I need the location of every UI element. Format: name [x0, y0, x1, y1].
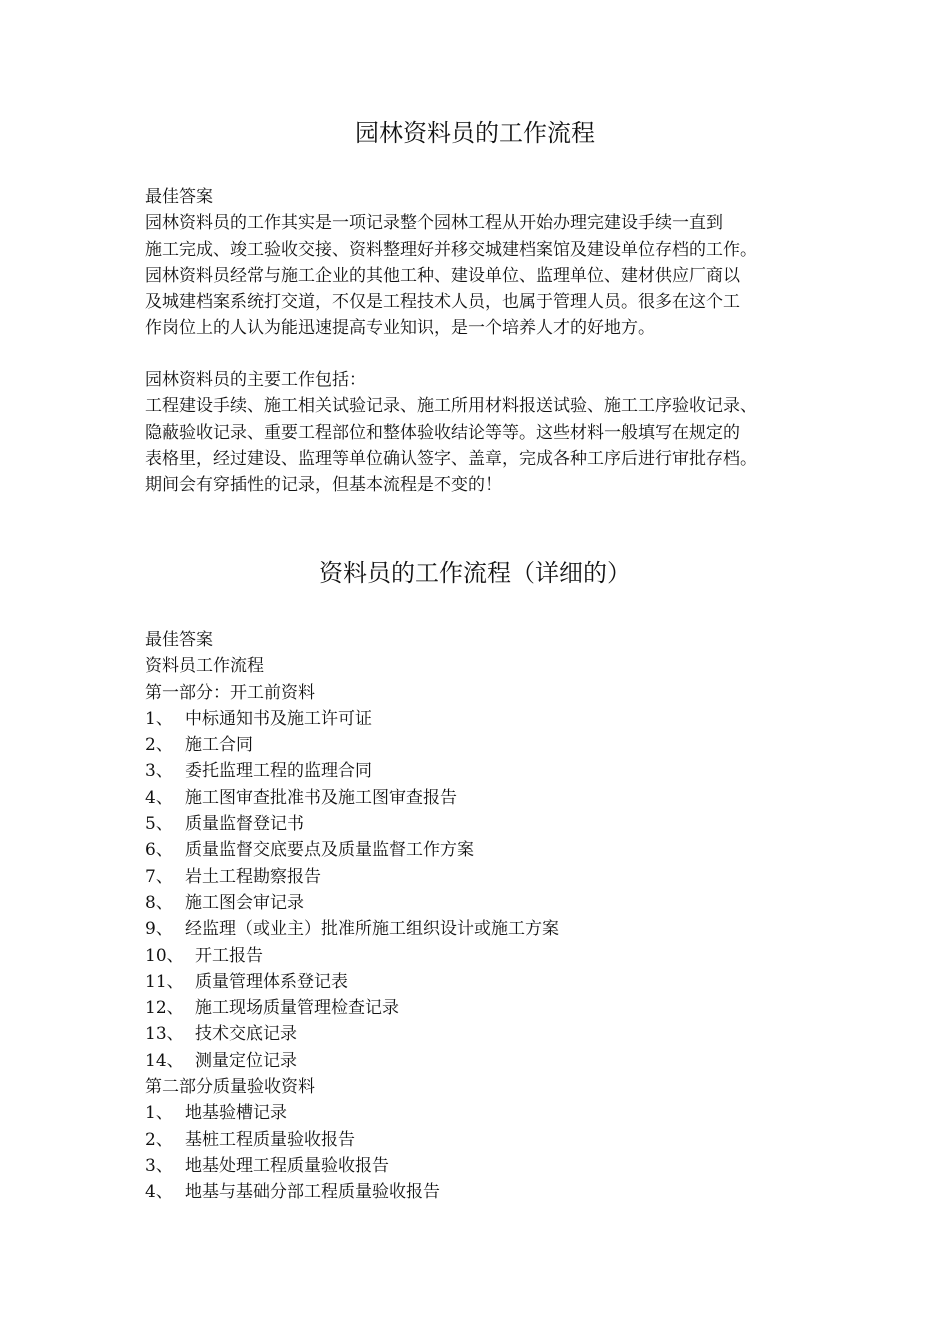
paragraph-line: 园林资料员经常与施工企业的其他工种、建设单位、监理单位、建材供应厂商以	[145, 265, 740, 286]
list-item	[145, 890, 845, 916]
item-number: 6、	[145, 840, 173, 861]
list-item	[145, 943, 845, 969]
item-number: 9、	[145, 919, 173, 940]
item-text: 开工报告	[195, 945, 263, 966]
section-title: 资料员的工作流程（详细的）	[319, 559, 631, 587]
item-text: 经监理（或业主）批准所施工组织设计或施工方案	[185, 919, 559, 940]
item-text: 技术交底记录	[195, 1024, 297, 1045]
item-text: 施工现场质量管理检查记录	[195, 998, 399, 1019]
list-item	[145, 969, 845, 995]
intro-section	[145, 184, 845, 342]
item-text: 地基与基础分部工程质量验收报告	[185, 1182, 440, 1203]
item-text: 质量管理体系登记表	[195, 971, 348, 992]
paragraph-line: 园林资料员的工作其实是一项记录整个园林工程从开始办理完建设手续一直到	[145, 213, 723, 234]
list-item	[145, 1048, 845, 1074]
list-item	[145, 758, 845, 784]
list-item	[145, 837, 845, 863]
list-item	[145, 916, 845, 942]
item-number: 2、	[145, 1129, 173, 1150]
paragraph-line: 及城建档案系统打交道，不仅是工程技术人员，也属于管理人员。很多在这个工	[145, 292, 740, 313]
paragraph-line: 工程建设手续、施工相关试验记录、施工所用材料报送试验、施工工序验收记录、	[145, 396, 757, 417]
workflow-section	[145, 627, 845, 1206]
item-text: 施工图审查批准书及施工图审查报告	[185, 787, 457, 808]
list-item	[145, 995, 845, 1021]
item-number: 12、	[145, 998, 184, 1019]
part1-heading: 第一部分：开工前资料	[145, 682, 315, 703]
part2-heading: 第二部分质量验收资料	[145, 1077, 315, 1098]
workflow-subtitle: 资料员工作流程	[145, 656, 264, 677]
item-number: 5、	[145, 814, 173, 835]
main-work-section	[145, 367, 845, 498]
item-number: 1、	[145, 1103, 173, 1124]
item-number: 3、	[145, 1155, 173, 1176]
item-text: 地基验槽记录	[185, 1103, 287, 1124]
paragraph-line: 期间会有穿插性的记录，但基本流程是不变的！	[145, 475, 502, 496]
item-text: 中标通知书及施工许可证	[185, 708, 372, 729]
list-item	[145, 1100, 845, 1126]
item-number: 4、	[145, 1182, 173, 1203]
paragraph-line: 隐蔽验收记录、重要工程部位和整体验收结论等等。这些材料一般填写在规定的	[145, 422, 740, 443]
item-text: 施工合同	[185, 735, 253, 756]
item-text: 地基处理工程质量验收报告	[185, 1155, 389, 1176]
section-label: 园林资料员的主要工作包括：	[145, 370, 366, 390]
item-number: 10、	[145, 945, 184, 966]
item-text: 质量监督登记书	[185, 814, 304, 835]
list-item	[145, 785, 845, 811]
item-number: 8、	[145, 892, 173, 913]
list-item	[145, 811, 845, 837]
item-number: 3、	[145, 761, 173, 782]
item-text: 质量监督交底要点及质量监督工作方案	[185, 840, 474, 861]
item-number: 2、	[145, 735, 173, 756]
item-number: 1、	[145, 708, 173, 729]
item-number: 7、	[145, 866, 173, 887]
list-item	[145, 864, 845, 890]
item-text: 基桩工程质量验收报告	[185, 1129, 355, 1150]
list-item	[145, 1021, 845, 1047]
item-text: 测量定位记录	[195, 1050, 297, 1071]
list-item	[145, 706, 845, 732]
document-title: 园林资料员的工作流程	[355, 119, 595, 147]
item-number: 14、	[145, 1050, 184, 1071]
item-text: 岩土工程勘察报告	[185, 866, 321, 887]
item-number: 13、	[145, 1024, 184, 1045]
section-label: 最佳答案	[145, 630, 213, 650]
paragraph-line: 表格里，经过建设、监理等单位确认签字、盖章，完成各种工序后进行审批存档。	[145, 448, 757, 469]
item-number: 4、	[145, 787, 173, 808]
paragraph-line: 施工完成、竣工验收交接、资料整理好并移交城建档案馆及建设单位存档的工作。	[145, 239, 757, 260]
list-item	[145, 732, 845, 758]
paragraph-line: 作岗位上的人认为能迅速提高专业知识，是一个培养人才的好地方。	[145, 318, 655, 339]
item-text: 施工图会审记录	[185, 892, 304, 913]
item-text: 委托监理工程的监理合同	[185, 761, 372, 782]
section-label: 最佳答案	[145, 187, 213, 207]
item-number: 11、	[145, 971, 184, 992]
list-item	[145, 1153, 845, 1179]
list-item	[145, 1127, 845, 1153]
list-item	[145, 1179, 845, 1205]
